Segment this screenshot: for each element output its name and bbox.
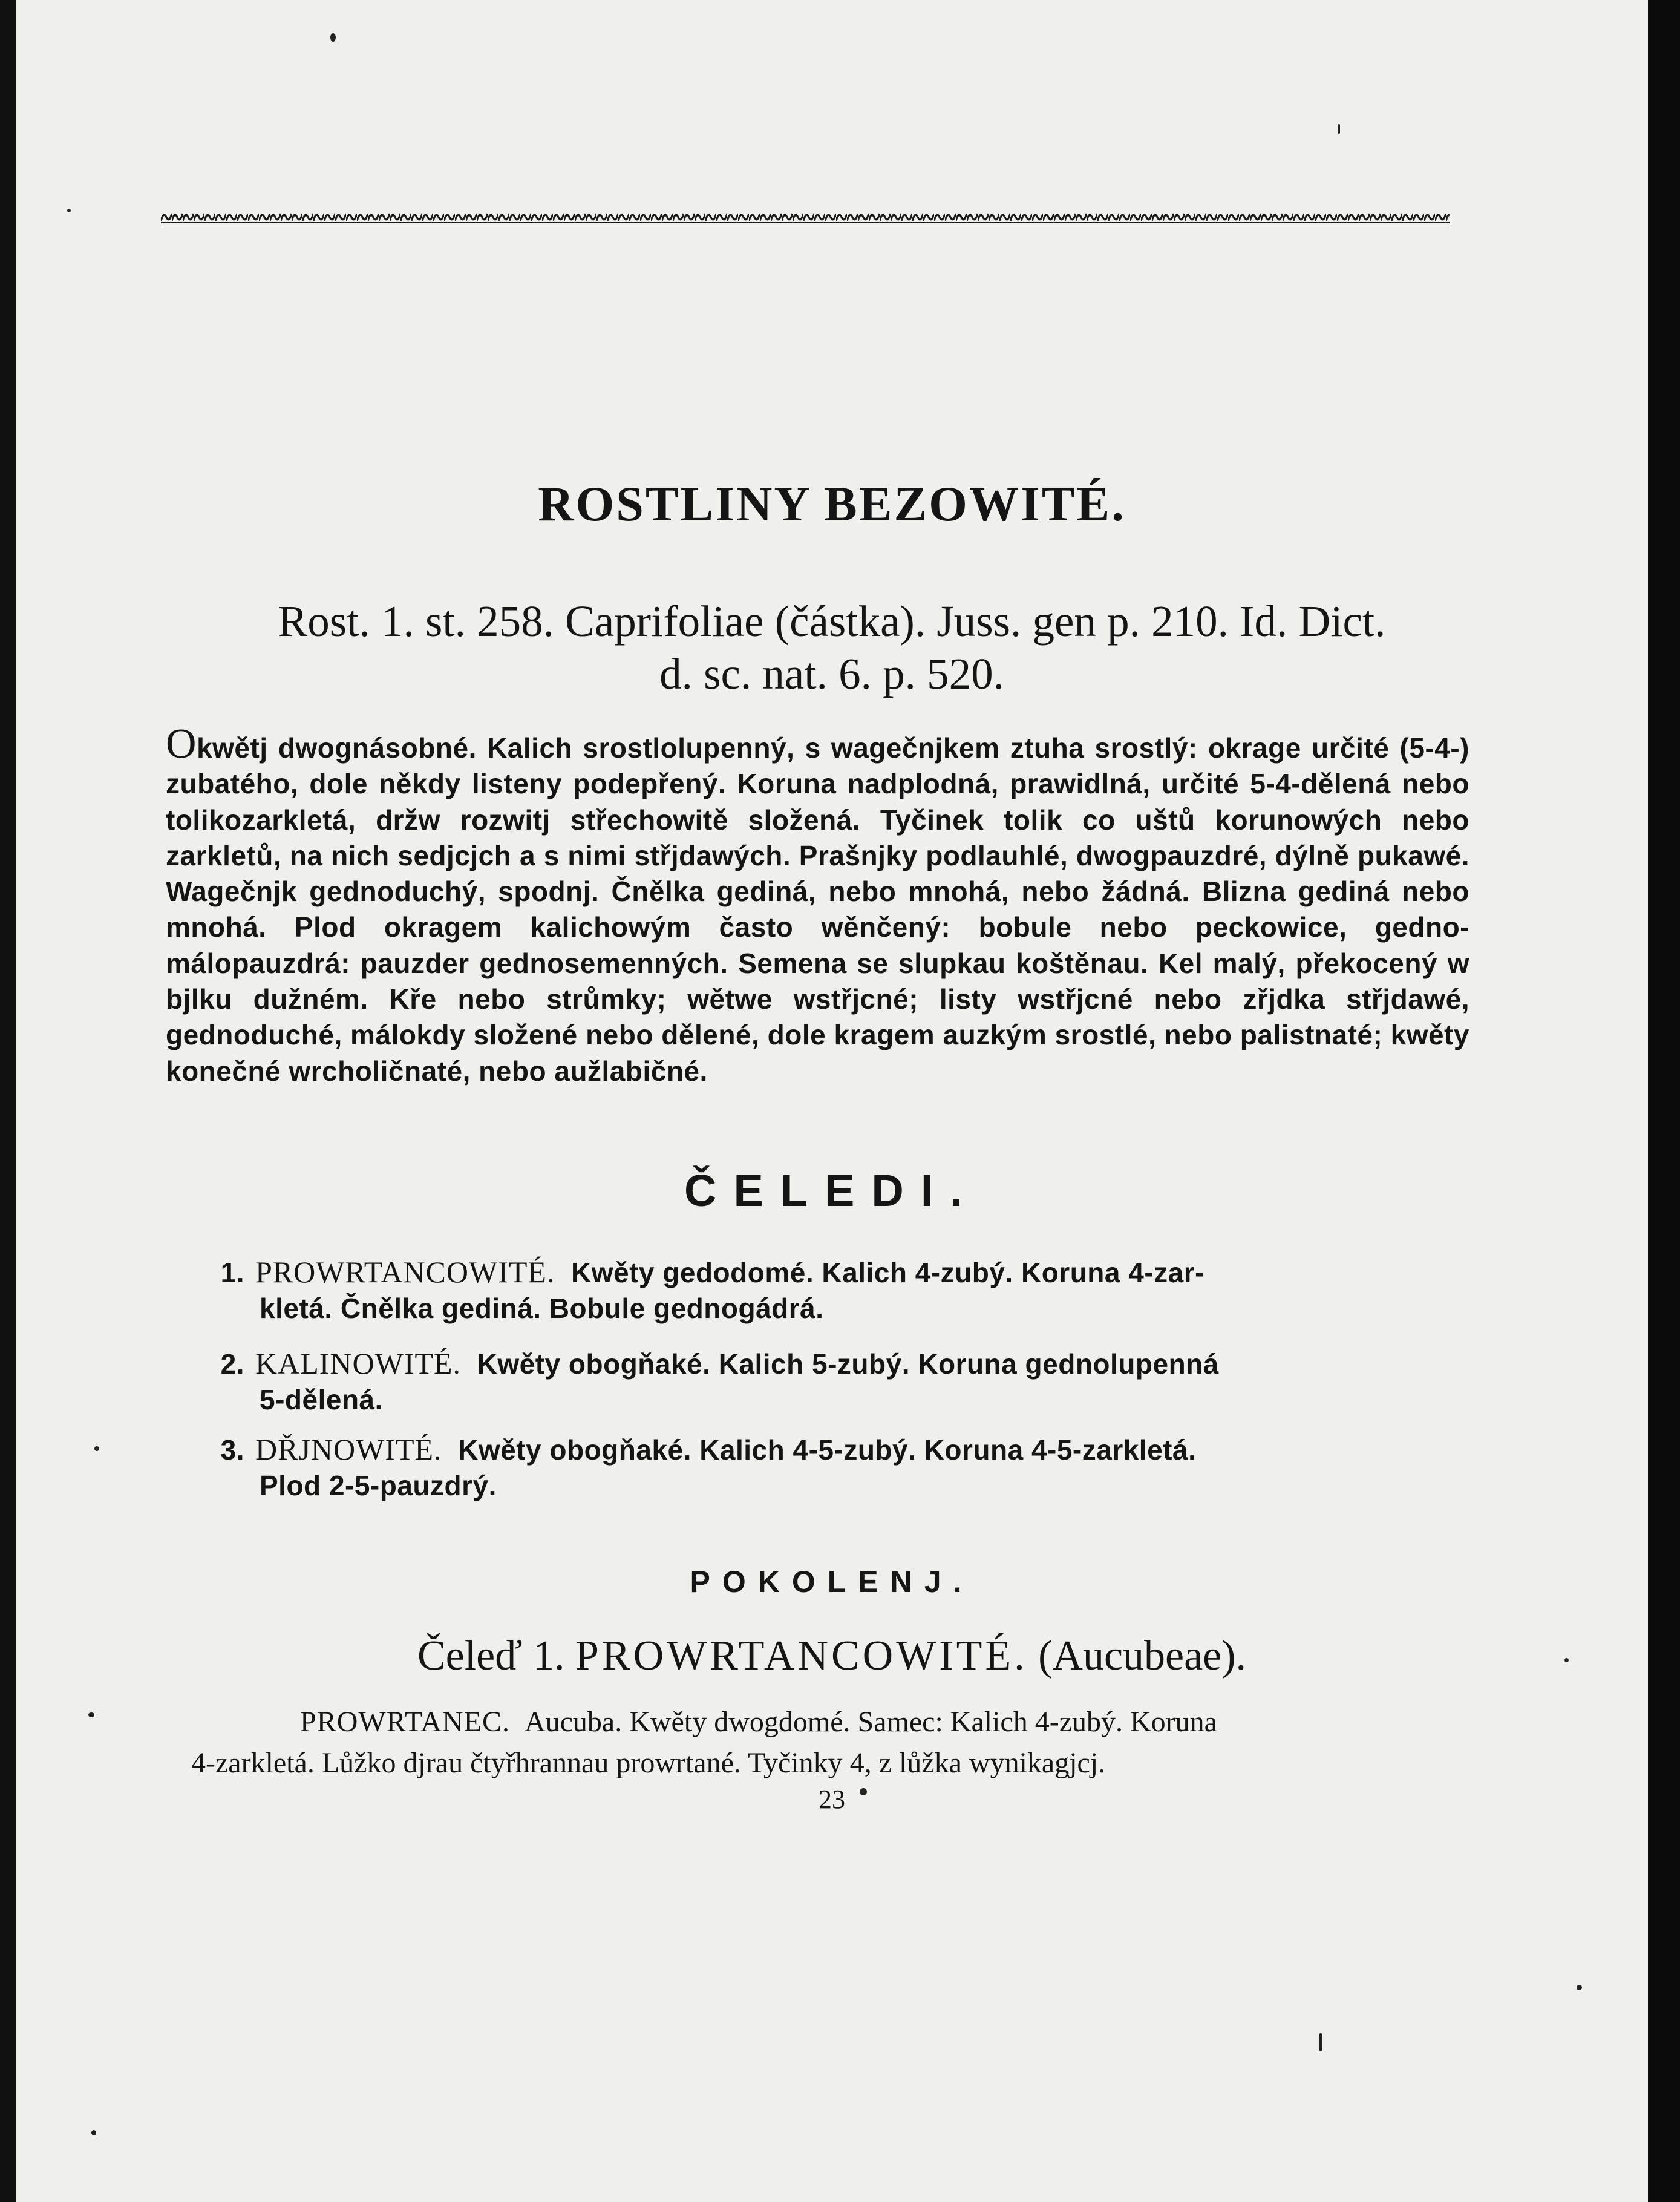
family-text-continued: 5-dělená. <box>260 1384 383 1415</box>
description-text: kwětj dwognásobné. Kalich srostlolupenný, s wagečnjkem ztuha srostlý: okrage určité (5-4-) zubatého, dole někdy listeny podepřený. Koruna nadplodná, prawidlná, určité 5-4-dělená nebo tolikozarkletá, držw rozwitj střechowitě složená. Tyčinek tolik co uštů korunowých nebo zarkletů, na nich sedjcjch a s nimi střjdawých. Prašnjky podlauhlé, dwogpauzdré, dýlně pukawé. Wagečnjk gednoduchý, spodnj. Čnělka gediná, nebo mnohá, nebo žádná. Blizna gediná nebo mnohá. Plod okragem kalichowým často wěnčený: bobule nebo peckowice, gedno-málopauzdrá: pauzder gednosemenných. Semena se slupkau koštěnau. Kel malý, překocený w bjlku dužném. Kře nebo strůmky; wětwe wstřjcné; listy wstřjcné nebo zřjdka střjdawé, gednoduché, málokdy složené nebo dělené, dole kragem auzkým srostlé, nebo palistnaté; kwěty konečné wrcholičnaté, nebo aužlabičné. <box>166 732 1469 1087</box>
family-name: PROWRTANCOWITÉ. <box>255 1255 555 1289</box>
genus-text: Aucuba. Kwěty dwogdomé. Samec: Kalich 4-zubý. Koruna <box>524 1706 1217 1738</box>
scan-edge <box>1648 0 1680 2202</box>
celedi-heading: ČELEDI. <box>684 1165 979 1216</box>
family-heading-latin: (Aucubeae). <box>1038 1633 1247 1679</box>
family-entry-2 <box>166 1346 1469 1418</box>
family-text: Kwěty obogňaké. Kalich 5-zubý. Koruna gednolupenná <box>477 1348 1219 1380</box>
scan-speck <box>1577 1985 1582 1990</box>
scan-speck <box>88 1712 94 1717</box>
page-title: ROSTLINY BEZOWITÉ. <box>538 476 1126 531</box>
family-number: 2. <box>220 1348 244 1380</box>
drop-initial: O <box>166 721 197 767</box>
genus-entry-line-2: 4-zarkletá. Lůžko djrau čtyřhrannau prowrtané. Tyčinky 4, z lůžka wynikagjcj. <box>191 1747 1106 1779</box>
scan-speck <box>67 209 71 212</box>
reference-line-1: Rost. 1. st. 258. Caprifoliae (částka). Juss. gen p. 210. Id. Dict. <box>278 597 1386 646</box>
family-heading-name: PROWRTANCOWITÉ. <box>575 1633 1028 1679</box>
scan-speck <box>330 33 336 42</box>
family-name: DŘJNOWITÉ. <box>255 1432 442 1466</box>
genus-name: PROWRTANEC. <box>300 1706 510 1738</box>
reference-line-2: d. sc. nat. 6. p. 520. <box>659 649 1004 698</box>
family-text: Kwěty obogňaké. Kalich 4-5-zubý. Koruna 4-5-zarkletá. <box>458 1434 1197 1466</box>
order-description <box>166 721 1469 1089</box>
family-entry-1 <box>166 1254 1469 1326</box>
book-page <box>16 0 1648 2202</box>
scan-speck <box>94 1446 99 1451</box>
scan-speck <box>1564 1658 1569 1662</box>
pokoleni-heading: POKOLENJ. <box>690 1565 974 1599</box>
genus-entry-line-1 <box>300 1705 1217 1738</box>
family-number: 1. <box>220 1257 244 1288</box>
scan-speck <box>91 2130 96 2135</box>
family-text-continued: kletá. Čnělka gediná. Bobule gednogádrá. <box>260 1293 824 1324</box>
family-text: Kwěty gedodomé. Kalich 4-zubý. Koruna 4-zar- <box>571 1257 1204 1288</box>
family-name: KALINOWITÉ. <box>255 1346 462 1380</box>
signature-mark: 23 <box>819 1784 845 1814</box>
ornament-rule <box>161 210 1450 224</box>
family-number: 3. <box>220 1434 244 1466</box>
scan-speck <box>1338 124 1340 134</box>
family-heading <box>16 1632 1648 1680</box>
scan-speck <box>860 1788 867 1795</box>
family-text-continued: Plod 2-5-pauzdrý. <box>260 1470 497 1501</box>
family-heading-prefix: Čeleď 1. <box>417 1633 565 1679</box>
family-entry-3 <box>166 1432 1469 1504</box>
scan-speck <box>1319 2033 1322 2051</box>
